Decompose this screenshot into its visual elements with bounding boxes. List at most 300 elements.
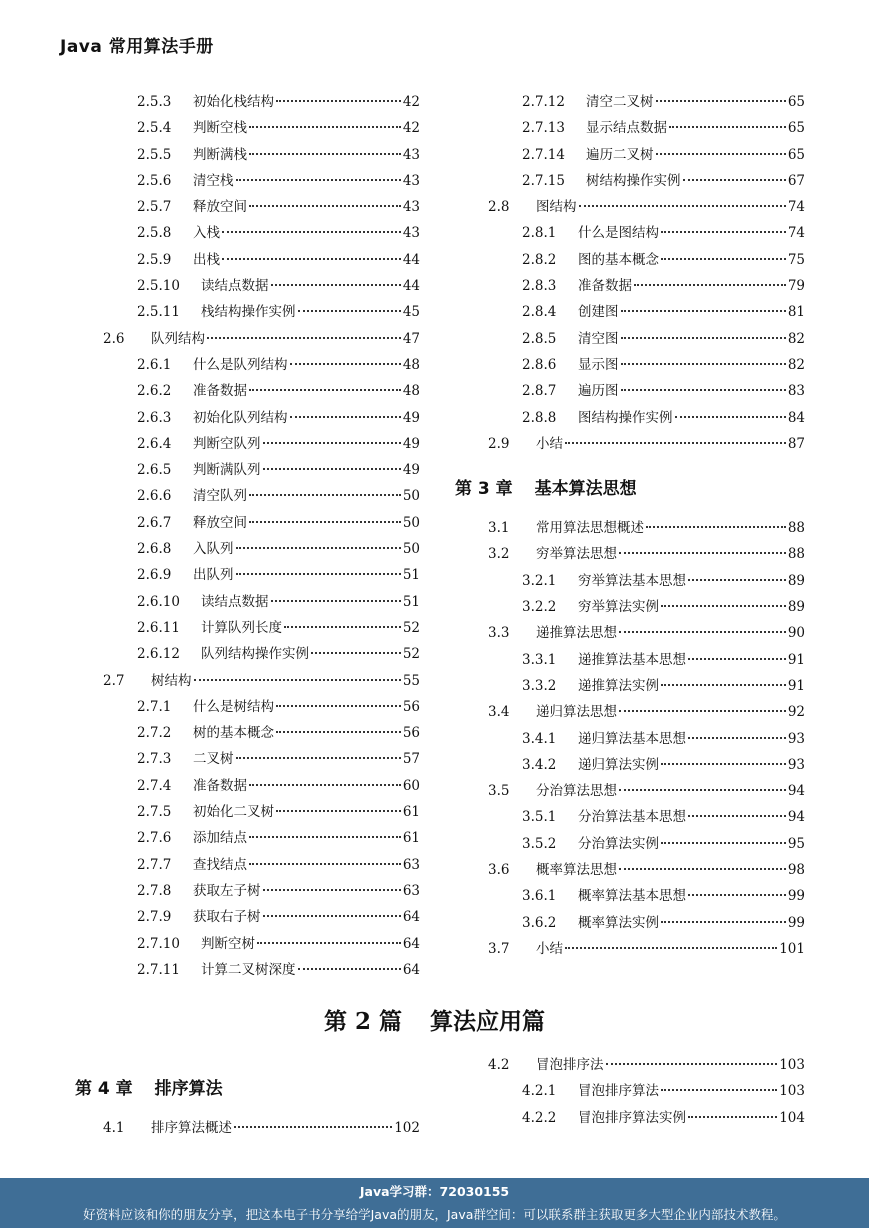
entry-page-number: 61	[402, 830, 420, 847]
entry-title: 分治算法实例	[578, 835, 659, 852]
entry-page-number: 48	[402, 356, 420, 373]
entry-number: 2.8.4	[522, 304, 557, 321]
entry-page-number: 83	[787, 383, 805, 400]
toc-subsection-entry[interactable]	[480, 1106, 805, 1132]
entry-title: 图结构操作实例	[578, 409, 673, 426]
toc-subsection-entry[interactable]	[480, 832, 805, 858]
toc-subsection-entry[interactable]	[480, 595, 805, 621]
dot-leader	[257, 942, 401, 944]
entry-number: 2.5.3	[137, 94, 172, 110]
dot-leader	[656, 100, 786, 102]
dot-leader	[263, 468, 401, 470]
toc-section-entry[interactable]	[480, 195, 805, 221]
entry-number: 2.6.12	[137, 646, 180, 663]
entry-number: 4.2.1	[522, 1083, 557, 1100]
entry-number: 2.7.7	[137, 856, 172, 873]
entry-number: 2.6.4	[137, 435, 172, 452]
entry-number: 2.8.3	[522, 278, 557, 295]
toc-subsection-entry[interactable]	[95, 590, 420, 616]
entry-number: 2.5.10	[137, 278, 180, 295]
entry-page-number: 87	[787, 435, 805, 452]
entry-title: 获取左子树	[193, 882, 261, 899]
entry-title: 准备数据	[578, 278, 632, 295]
entry-title: 获取右子树	[193, 909, 261, 926]
toc-subsection-entry[interactable]	[480, 353, 805, 379]
entry-page-number: 94	[787, 809, 805, 826]
entry-number: 3.6	[488, 862, 510, 879]
entry-title: 递归算法思想	[536, 704, 617, 721]
toc-subsection-entry[interactable]	[95, 853, 420, 879]
dot-leader	[263, 889, 401, 891]
toc-subsection-entry[interactable]	[95, 879, 420, 905]
entry-title: 遍历图	[578, 383, 619, 400]
dot-leader	[249, 836, 401, 838]
entry-title: 初始化栈结构	[193, 94, 274, 110]
entry-title: 入栈	[193, 225, 220, 242]
toc-subsection-entry[interactable]	[95, 274, 420, 300]
entry-page-number: 51	[402, 593, 420, 610]
entry-page-number: 91	[787, 651, 805, 668]
toc-subsection-entry[interactable]	[480, 248, 805, 274]
entry-title: 显示结点数据	[586, 120, 667, 137]
entry-page-number: 48	[402, 383, 420, 400]
dot-leader	[606, 1063, 778, 1065]
toc-subsection-entry[interactable]	[480, 805, 805, 831]
entry-number: 2.6.1	[137, 356, 172, 373]
entry-title: 图的基本概念	[578, 251, 659, 268]
entry-number: 2.8.8	[522, 409, 557, 426]
toc-subsection-entry[interactable]	[480, 300, 805, 326]
dot-leader	[249, 153, 401, 155]
entry-number: 2.6.6	[137, 488, 172, 505]
toc-section-entry[interactable]	[480, 779, 805, 805]
entry-number: 2.6.8	[137, 541, 172, 558]
dot-leader	[621, 389, 786, 391]
dot-leader	[236, 757, 401, 759]
entry-page-number: 89	[787, 599, 805, 616]
entry-title: 递推算法实例	[578, 677, 659, 694]
entry-title: 冒泡排序算法实例	[578, 1109, 686, 1126]
toc-subsection-entry[interactable]	[95, 616, 420, 642]
entry-title: 常用算法思想概述	[536, 520, 644, 537]
toc-subsection-entry[interactable]	[480, 274, 805, 300]
entry-number: 2.8.6	[522, 356, 557, 373]
entry-page-number: 102	[394, 1120, 420, 1136]
chapter-number: 第 3 章	[455, 478, 513, 499]
toc-subsection-entry[interactable]	[480, 169, 805, 195]
entry-title: 树的基本概念	[193, 725, 274, 742]
dot-leader	[276, 705, 401, 707]
entry-title: 递归算法实例	[578, 756, 659, 773]
entry-page-number: 82	[787, 330, 805, 347]
toc-section-entry[interactable]	[480, 1053, 805, 1079]
entry-number: 2.6.10	[137, 593, 180, 610]
entry-page-number: 64	[402, 935, 420, 952]
toc-subsection-entry[interactable]	[480, 884, 805, 910]
toc-subsection-entry[interactable]	[480, 143, 805, 169]
entry-page-number: 91	[787, 677, 805, 694]
entry-page-number: 52	[402, 646, 420, 663]
dot-leader	[661, 842, 786, 844]
entry-title: 判断满栈	[193, 146, 247, 163]
toc-subsection-entry[interactable]	[480, 221, 805, 247]
dot-leader	[661, 921, 786, 923]
dot-leader	[311, 652, 401, 654]
entry-page-number: 67	[787, 172, 805, 189]
chapter-number: 第 4 章	[75, 1078, 133, 1099]
toc-subsection-entry[interactable]	[480, 90, 805, 116]
entry-title: 树结构	[151, 672, 192, 689]
entry-page-number: 49	[402, 462, 420, 479]
dot-leader	[619, 868, 786, 870]
entry-title: 分治算法基本思想	[578, 809, 686, 826]
entry-number: 2.5.9	[137, 251, 172, 268]
dot-leader	[234, 1126, 392, 1128]
toc-subsection-entry[interactable]	[95, 432, 420, 458]
toc-section-entry[interactable]	[480, 516, 805, 542]
dot-leader	[656, 153, 786, 155]
toc-subsection-entry[interactable]	[95, 511, 420, 537]
entry-page-number: 92	[787, 704, 805, 721]
toc-subsection-entry[interactable]	[95, 221, 420, 247]
entry-page-number: 63	[402, 856, 420, 873]
entry-number: 3.3.1	[522, 651, 557, 668]
entry-number: 3.5.2	[522, 835, 557, 852]
dot-leader	[661, 1089, 777, 1091]
entry-number: 2.9	[488, 435, 510, 452]
entry-title: 释放空间	[193, 199, 247, 216]
toc-section-entry[interactable]	[95, 327, 420, 353]
dot-leader	[621, 310, 786, 312]
dot-leader	[621, 363, 786, 365]
dot-leader	[688, 1116, 777, 1118]
dot-leader	[619, 710, 786, 712]
entry-page-number: 44	[402, 278, 420, 295]
entry-title: 判断空树	[201, 935, 255, 952]
dot-leader	[284, 626, 401, 628]
dot-leader	[661, 605, 786, 607]
dot-leader	[263, 915, 401, 917]
chapter-heading	[455, 468, 805, 504]
toc-subsection-entry[interactable]	[95, 695, 420, 721]
entry-title: 准备数据	[193, 777, 247, 794]
entry-number: 3.4	[488, 704, 510, 721]
entry-number: 2.6.3	[137, 409, 172, 426]
entry-number: 3.4.2	[522, 756, 557, 773]
toc-subsection-entry[interactable]	[480, 1079, 805, 1105]
dot-leader	[683, 179, 786, 181]
entry-number: 3.2.2	[522, 599, 557, 616]
entry-page-number: 103	[779, 1057, 805, 1073]
toc-subsection-entry[interactable]	[480, 379, 805, 405]
entry-number: 2.5.6	[137, 172, 172, 189]
entry-page-number: 99	[787, 888, 805, 905]
dot-leader	[669, 126, 786, 128]
entry-number: 2.7.8	[137, 882, 172, 899]
dot-leader	[290, 363, 401, 365]
toc-right-column	[455, 90, 805, 963]
toc-subsection-entry[interactable]	[95, 300, 420, 326]
entry-title: 递归算法基本思想	[578, 730, 686, 747]
dot-leader	[271, 600, 401, 602]
entry-page-number: 43	[402, 199, 420, 216]
entry-number: 2.8.1	[522, 225, 557, 242]
entry-number: 2.5.7	[137, 199, 172, 216]
dot-leader	[276, 100, 401, 102]
entry-number: 2.7.5	[137, 804, 172, 821]
entry-title: 计算二叉树深度	[201, 961, 296, 978]
toc-subsection-entry[interactable]	[95, 406, 420, 432]
toc-subsection-entry[interactable]	[95, 537, 420, 563]
dot-leader	[249, 521, 401, 523]
entry-title: 概率算法思想	[536, 862, 617, 879]
entry-page-number: 57	[402, 751, 420, 768]
entry-page-number: 50	[402, 514, 420, 531]
entry-page-number: 43	[402, 172, 420, 189]
footer-share-line: 好资料应该和你的朋友分享，把这本电子书分享给学Java的朋友，Java群空间：可以联系群主获取更多大型企业内部技术教程。	[83, 1207, 786, 1222]
entry-number: 3.6.1	[522, 888, 557, 905]
entry-number: 4.1	[103, 1120, 125, 1136]
dot-leader	[276, 731, 401, 733]
toc-subsection-entry[interactable]	[480, 116, 805, 142]
entry-title: 栈结构操作实例	[201, 304, 296, 321]
entry-title: 判断空栈	[193, 120, 247, 137]
entry-page-number: 90	[787, 625, 805, 642]
toc-subsection-entry[interactable]	[95, 248, 420, 274]
entry-page-number: 74	[787, 199, 805, 216]
toc-subsection-entry[interactable]	[480, 674, 805, 700]
entry-number: 2.5.4	[137, 120, 172, 137]
toc-subsection-entry[interactable]	[95, 353, 420, 379]
entry-title: 查找结点	[193, 856, 247, 873]
part-title: 算法应用篇	[430, 1008, 546, 1035]
toc-subsection-entry[interactable]	[95, 747, 420, 773]
entry-number: 2.8.2	[522, 251, 557, 268]
entry-number: 2.7.6	[137, 830, 172, 847]
entry-title: 清空二叉树	[586, 94, 654, 110]
dot-leader	[675, 416, 786, 418]
dot-leader	[634, 284, 786, 286]
entry-page-number: 42	[402, 94, 420, 110]
dot-leader	[661, 763, 786, 765]
toc-bottom-right	[480, 1053, 805, 1132]
entry-number: 2.6	[103, 330, 125, 347]
dot-leader	[207, 337, 401, 339]
toc-subsection-entry[interactable]	[95, 379, 420, 405]
toc-subsection-entry[interactable]	[95, 774, 420, 800]
entry-page-number: 42	[402, 120, 420, 137]
entry-page-number: 61	[402, 804, 420, 821]
entry-page-number: 52	[402, 619, 420, 636]
dot-leader	[249, 126, 401, 128]
dot-leader	[661, 258, 786, 260]
entry-number: 2.6.5	[137, 462, 172, 479]
entry-page-number: 101	[779, 940, 805, 957]
toc-subsection-entry[interactable]	[95, 563, 420, 589]
toc-section-entry[interactable]	[95, 669, 420, 695]
toc-subsection-entry[interactable]	[95, 484, 420, 510]
entry-number: 2.7.11	[137, 961, 180, 978]
toc-section-entry[interactable]	[480, 621, 805, 647]
entry-title: 读结点数据	[201, 593, 269, 610]
toc-subsection-entry[interactable]	[95, 90, 420, 116]
entry-number: 2.7.13	[522, 120, 565, 137]
toc-subsection-entry[interactable]	[480, 648, 805, 674]
entry-page-number: 88	[787, 520, 805, 537]
toc-subsection-entry[interactable]	[95, 143, 420, 169]
entry-page-number: 65	[787, 120, 805, 137]
toc-subsection-entry[interactable]	[95, 169, 420, 195]
dot-leader	[688, 658, 786, 660]
entry-page-number: 65	[787, 94, 805, 110]
entry-page-number: 95	[787, 835, 805, 852]
entry-number: 3.2	[488, 546, 510, 563]
entry-number: 2.7.12	[522, 94, 565, 110]
toc-subsection-entry[interactable]	[480, 406, 805, 432]
entry-number: 2.7.3	[137, 751, 172, 768]
dot-leader	[688, 579, 786, 581]
entry-page-number: 43	[402, 225, 420, 242]
entry-number: 2.7.10	[137, 935, 180, 952]
dot-leader	[661, 231, 786, 233]
dot-leader	[619, 552, 786, 554]
entry-number: 2.8	[488, 199, 510, 216]
entry-title: 创建图	[578, 304, 619, 321]
entry-number: 2.7.4	[137, 777, 172, 794]
entry-title: 穷举算法实例	[578, 599, 659, 616]
entry-page-number: 49	[402, 409, 420, 426]
entry-page-number: 49	[402, 435, 420, 452]
entry-title: 释放空间	[193, 514, 247, 531]
entry-page-number: 50	[402, 541, 420, 558]
dot-leader	[194, 679, 401, 681]
entry-title: 准备数据	[193, 383, 247, 400]
toc-subsection-entry[interactable]	[95, 458, 420, 484]
toc-subsection-entry[interactable]	[95, 721, 420, 747]
entry-page-number: 99	[787, 914, 805, 931]
entry-page-number: 56	[402, 698, 420, 715]
toc-subsection-entry[interactable]	[95, 958, 420, 984]
entry-number: 2.6.9	[137, 567, 172, 584]
dot-leader	[688, 737, 786, 739]
entry-page-number: 84	[787, 409, 805, 426]
entry-number: 2.7.9	[137, 909, 172, 926]
entry-page-number: 64	[402, 909, 420, 926]
entry-title: 穷举算法思想	[536, 546, 617, 563]
entry-number: 4.2.2	[522, 1109, 557, 1126]
entry-page-number: 74	[787, 225, 805, 242]
entry-title: 清空队列	[193, 488, 247, 505]
toc-subsection-entry[interactable]	[95, 905, 420, 931]
entry-title: 冒泡排序算法	[578, 1083, 659, 1100]
toc-subsection-entry[interactable]	[95, 800, 420, 826]
chapter-title: 基本算法思想	[534, 478, 637, 499]
dot-leader	[249, 863, 401, 865]
entry-page-number: 50	[402, 488, 420, 505]
entry-page-number: 51	[402, 567, 420, 584]
footer-banner	[0, 1178, 869, 1228]
toc-subsection-entry[interactable]	[480, 911, 805, 937]
entry-number: 3.7	[488, 940, 510, 957]
entry-title: 小结	[536, 435, 563, 452]
toc-subsection-entry[interactable]	[95, 826, 420, 852]
entry-title: 二叉树	[193, 751, 234, 768]
entry-number: 2.6.7	[137, 514, 172, 531]
dot-leader	[661, 684, 786, 686]
toc-subsection-entry[interactable]	[480, 753, 805, 779]
dot-leader	[688, 894, 786, 896]
entry-number: 2.7.15	[522, 172, 565, 189]
entry-title: 清空栈	[193, 172, 234, 189]
entry-title: 冒泡排序法	[536, 1057, 604, 1073]
entry-page-number: 93	[787, 756, 805, 773]
toc-subsection-entry[interactable]	[480, 727, 805, 753]
entry-number: 3.3	[488, 625, 510, 642]
entry-page-number: 60	[402, 777, 420, 794]
dot-leader	[263, 442, 401, 444]
dot-leader	[236, 573, 401, 575]
toc-section-entry[interactable]	[480, 700, 805, 726]
part-number: 第 2 篇	[323, 1008, 403, 1035]
toc-subsection-entry[interactable]	[480, 327, 805, 353]
dot-leader	[222, 258, 401, 260]
footer-group-line: Java学习群：72030155	[359, 1184, 510, 1199]
toc-subsection-entry[interactable]	[95, 195, 420, 221]
entry-number: 3.6.2	[522, 914, 557, 931]
toc-section-entry[interactable]	[480, 432, 805, 458]
toc-subsection-entry[interactable]	[95, 642, 420, 668]
entry-number: 2.7.14	[522, 146, 565, 163]
entry-page-number: 75	[787, 251, 805, 268]
toc-subsection-entry[interactable]	[480, 569, 805, 595]
entry-page-number: 103	[779, 1083, 805, 1100]
entry-page-number: 88	[787, 546, 805, 563]
entry-page-number: 94	[787, 783, 805, 800]
entry-number: 2.6.11	[137, 619, 180, 636]
toc-section-entry[interactable]	[480, 858, 805, 884]
dot-leader	[565, 947, 777, 949]
entry-number: 3.5	[488, 783, 510, 800]
chapter-title: 排序算法	[154, 1078, 223, 1099]
entry-title: 出栈	[193, 251, 220, 268]
entry-title: 入队列	[193, 541, 234, 558]
entry-page-number: 89	[787, 572, 805, 589]
toc-section-entry[interactable]	[480, 542, 805, 568]
entry-title: 什么是图结构	[578, 225, 659, 242]
toc-section-entry[interactable]	[480, 937, 805, 963]
chapter-heading	[75, 1068, 420, 1104]
dot-leader	[298, 968, 401, 970]
entry-title: 树结构操作实例	[586, 172, 681, 189]
toc-bottom-left	[75, 1058, 420, 1142]
entry-page-number: 63	[402, 882, 420, 899]
dot-leader	[249, 389, 401, 391]
entry-title: 图结构	[536, 199, 577, 216]
toc-section-entry[interactable]	[95, 1116, 420, 1142]
dot-leader	[688, 815, 786, 817]
entry-title: 计算队列长度	[201, 619, 282, 636]
toc-subsection-entry[interactable]	[95, 932, 420, 958]
entry-number: 2.5.8	[137, 225, 172, 242]
entry-title: 判断空队列	[193, 435, 261, 452]
toc-subsection-entry[interactable]	[95, 116, 420, 142]
dot-leader	[236, 179, 401, 181]
entry-page-number: 56	[402, 725, 420, 742]
entry-number: 2.5.5	[137, 146, 172, 163]
entry-number: 4.2	[488, 1057, 510, 1073]
dot-leader	[621, 337, 786, 339]
entry-number: 2.5.11	[137, 304, 180, 321]
